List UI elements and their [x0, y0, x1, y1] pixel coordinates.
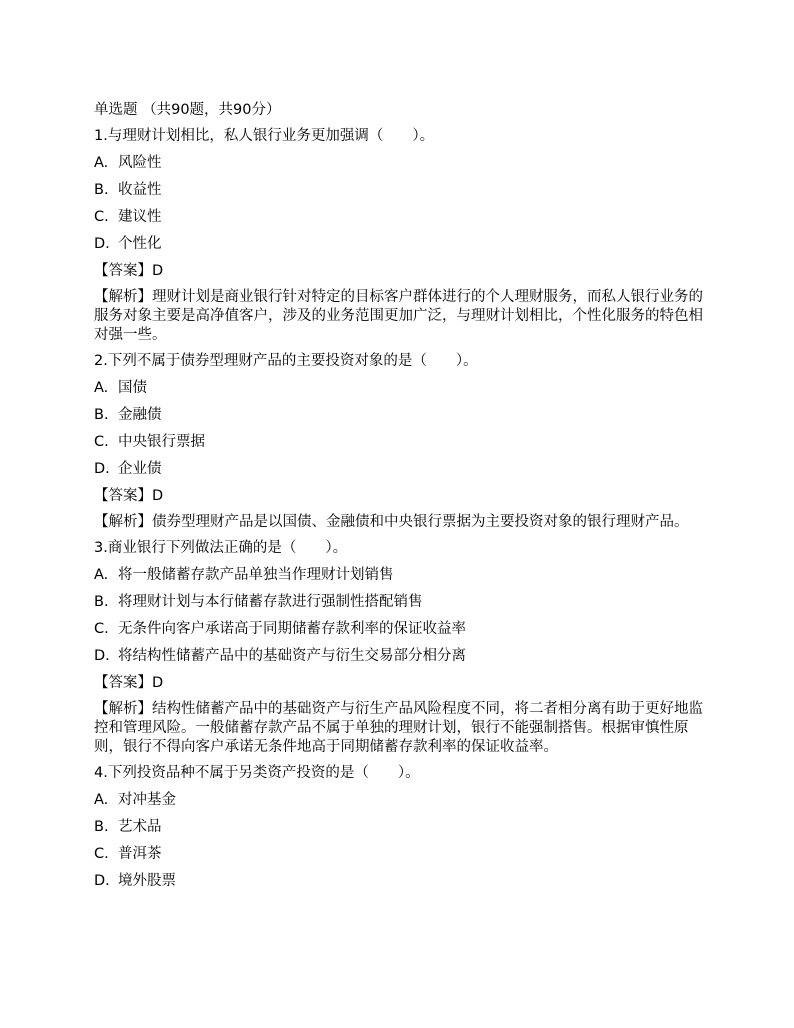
option-letter: B. — [94, 819, 109, 835]
option-text: 普洱茶 — [118, 846, 162, 862]
option-text: 建议性 — [118, 209, 162, 225]
option-letter: C. — [94, 846, 109, 862]
analysis-line — [94, 513, 714, 532]
answer-value: D — [152, 263, 164, 279]
option-letter: A. — [94, 380, 109, 396]
option-a — [94, 565, 714, 585]
option-text: 金融债 — [118, 407, 162, 423]
analysis-label: 【解析】 — [94, 289, 152, 305]
analysis-line — [94, 288, 714, 345]
option-text: 境外股票 — [118, 873, 176, 889]
question-stem: 1.与理财计划相比，私人银行业务更加强调（ ）。 — [94, 128, 435, 144]
option-d — [94, 234, 714, 254]
option-a — [94, 790, 714, 810]
option-text: 国债 — [118, 380, 147, 396]
option-letter: D. — [94, 461, 110, 477]
analysis-label: 【解析】 — [94, 514, 152, 530]
section-title: 单选题 （共90题，共90分） — [94, 102, 281, 118]
question-3 — [94, 538, 714, 757]
option-letter: A. — [94, 792, 109, 808]
option-letter: B. — [94, 594, 109, 610]
exam-page — [94, 100, 714, 898]
option-a — [94, 153, 714, 173]
option-c — [94, 432, 714, 452]
option-c — [94, 619, 714, 639]
option-text: 企业债 — [118, 461, 162, 477]
answer-line — [94, 486, 714, 506]
answer-label: 【答案】 — [94, 488, 152, 504]
option-letter: D. — [94, 236, 110, 252]
answer-line — [94, 261, 714, 281]
answer-line — [94, 673, 714, 693]
option-b — [94, 180, 714, 200]
option-letter: D. — [94, 648, 110, 664]
analysis-text: 债券型理财产品是以国债、金融债和中央银行票据为主要投资对象的银行理财产品。 — [152, 514, 689, 530]
option-text: 对冲基金 — [118, 792, 176, 808]
analysis-text: 理财计划是商业银行针对特定的目标客户群体进行的个人理财服务，而私人银行业务的服务对象主要是高净值客户，涉及的业务范围更加广泛，与理财计划相比，个性化服务的特色相对强一些。 — [94, 289, 703, 343]
option-letter: A. — [94, 155, 109, 171]
option-letter: B. — [94, 407, 109, 423]
question-stem: 2.下列不属于债券型理财产品的主要投资对象的是（ ）。 — [94, 353, 478, 369]
option-c — [94, 844, 714, 864]
option-c — [94, 207, 714, 227]
option-text: 收益性 — [118, 182, 162, 198]
option-d — [94, 459, 714, 479]
option-d — [94, 871, 714, 891]
option-d — [94, 646, 714, 666]
option-letter: D. — [94, 873, 110, 889]
analysis-line — [94, 700, 714, 757]
answer-label: 【答案】 — [94, 675, 152, 691]
option-text: 个性化 — [118, 236, 162, 252]
option-letter: A. — [94, 567, 109, 583]
question-stem: 4.下列投资品种不属于另类资产投资的是（ ）。 — [94, 765, 420, 781]
option-letter: C. — [94, 209, 109, 225]
option-text: 艺术品 — [118, 819, 162, 835]
analysis-text: 结构性储蓄产品中的基础资产与衍生产品风险程度不同，将二者相分离有助于更好地监控和管理风险。一般储蓄存款产品不属于单独的理财计划，银行不能强制搭售。根据审慎性原则，银行不得向客户承诺无条件地高于同期储蓄存款利率的保证收益率。 — [94, 701, 703, 755]
answer-label: 【答案】 — [94, 263, 152, 279]
option-b — [94, 817, 714, 837]
question-stem: 3.商业银行下列做法正确的是（ ）。 — [94, 540, 348, 556]
option-text: 将结构性储蓄产品中的基础资产与衍生交易部分相分离 — [118, 648, 466, 664]
option-b — [94, 405, 714, 425]
analysis-label: 【解析】 — [94, 701, 152, 717]
option-text: 中央银行票据 — [118, 434, 205, 450]
option-letter: C. — [94, 434, 109, 450]
option-letter: C. — [94, 621, 109, 637]
question-1 — [94, 126, 714, 345]
answer-value: D — [152, 675, 164, 691]
question-2 — [94, 351, 714, 532]
question-4 — [94, 763, 714, 891]
option-b — [94, 592, 714, 612]
option-a — [94, 378, 714, 398]
option-text: 将一般储蓄存款产品单独当作理财计划销售 — [118, 567, 394, 583]
option-text: 将理财计划与本行储蓄存款进行强制性搭配销售 — [118, 594, 423, 610]
answer-value: D — [152, 488, 164, 504]
option-text: 风险性 — [118, 155, 162, 171]
option-text: 无条件向客户承诺高于同期储蓄存款利率的保证收益率 — [118, 621, 466, 637]
option-letter: B. — [94, 182, 109, 198]
